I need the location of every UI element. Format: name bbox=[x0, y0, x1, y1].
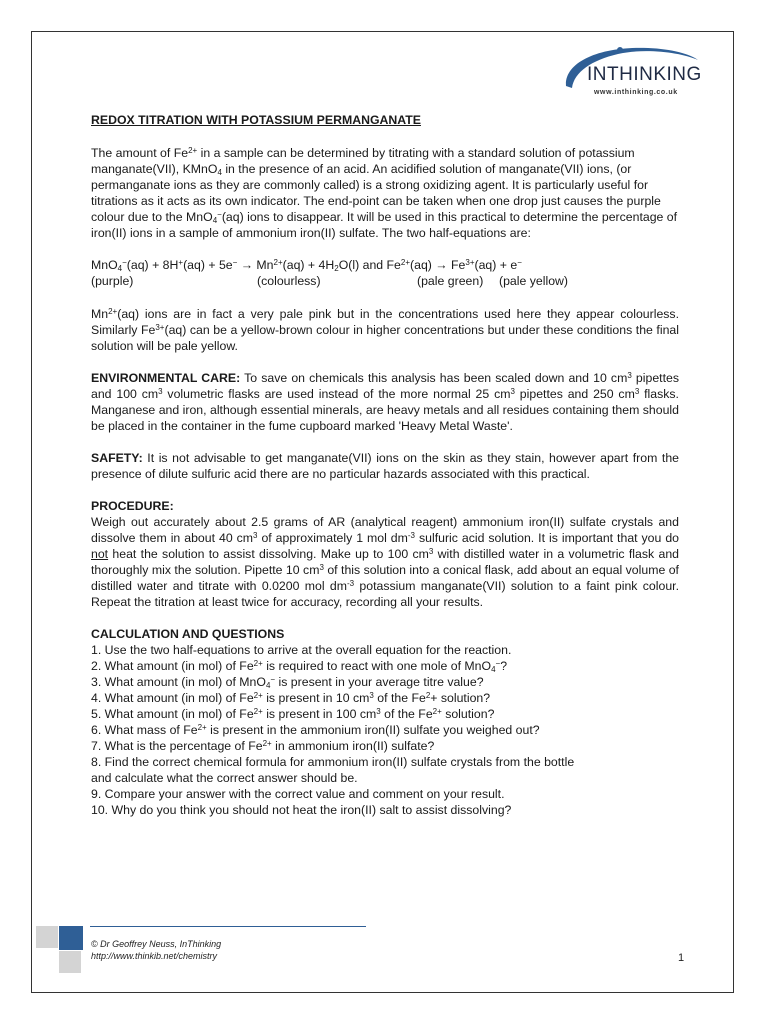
questions-heading: CALCULATION AND QUESTIONS bbox=[91, 627, 285, 641]
question-item: 2. What amount (in mol) of $Fe^{2+}$ is required to react with one mole of MnO$_4$−? bbox=[91, 659, 508, 674]
environmental-care-paragraph: ENVIRONMENTAL CARE: To save on chemicals this analysis has been scaled down and 10 $cm^3$ pipettes and 100 $cm^3$ volumetric flasks are used instead of the more normal 25 $cm^3$ pipettes and 250 $cm^3$ flasks. Manganese and iron, although essential minerals, are heavy metals and all residues containing them should be placed in the container in the fume cupboard marked 'Heavy Metal Waste'. bbox=[91, 371, 679, 433]
logo-wordmark: INTHINKING bbox=[587, 64, 702, 85]
worksheet-body bbox=[91, 112, 679, 818]
question-item: 4. What amount (in mol) of $Fe^{2+}$ is present in 10 $cm^3$ of the $Fe^2+$ solution? bbox=[91, 691, 491, 705]
question-item: 3. What amount (in mol) of MnO$_4$− is present in your average titre value? bbox=[91, 675, 484, 690]
safety-paragraph: SAFETY: It is not advisable to get manganate(VII) ions on the skin as they stain, however apart from the presence of dilute sulfuric acid there are no particular hazards associated with this practical. bbox=[91, 451, 679, 481]
worksheet-title: REDOX TITRATION WITH POTASSIUM PERMANGANATE bbox=[91, 113, 421, 127]
page-number: 1 bbox=[678, 952, 685, 964]
procedure-section bbox=[91, 498, 679, 610]
procedure-text: Weigh out accurately about 2.5 grams of AR (analytical reagent) ammonium iron(II) sulfate crystals and dissolve them in about 40 $cm^3$ of approximately 1 mol $dm^{-3}$ sulfuric acid solution. It is important that you do not heat the solution to assist dissolving. Make up to 100 $cm^3$ with distilled water in a volumetric flask and thoroughly mix the solution. Pipette 10 $cm^3$ of this solution into a conical flask, add about an equal volume of distilled water and titrate with 0.0200 mol $dm^{-3}$ potassium manganate(VII) solution to a faint pink colour. Repeat the titration at least twice for accuracy, recording all your results. bbox=[91, 515, 680, 609]
question-item: 5. What amount (in mol) of $Fe^{2+}$ is present in 100 $cm^3$ of the $Fe^{2+}$ solution? bbox=[91, 707, 495, 721]
question-item: 8. Find the correct chemical formula for ammonium iron(II) sulfate crystals from the bottle and calculate what the correct answer should be. bbox=[91, 755, 575, 785]
footer-credits bbox=[91, 938, 221, 962]
intro-paragraph: The amount of $Fe^{2+}$ in a sample can be determined by titrating with a standard solution of potassium manganate(VII), KMnO$_4$ in the presence of an acid. An acidified solution of manganate(VII) ions, (or permanganate ions as they are commonly called) is a strong oxidizing agent. It is particularly useful for titrations as it acts as its own indicator. The end-point can be taken when one drop just causes the purple colour due to the MnO$_4$−(aq) ions to disappear. It will be used in this practical to determine the percentage of iron(II) ions in a sample of ammonium iron(II) sulfate. The two half-equations are: bbox=[91, 146, 678, 240]
safety-heading: SAFETY: bbox=[91, 451, 143, 465]
questions-section bbox=[91, 626, 679, 818]
half-equations bbox=[91, 257, 679, 289]
footer-url: http://www.thinkib.net/chemistry bbox=[91, 951, 218, 961]
footer-rule bbox=[90, 926, 366, 927]
procedure-heading: PROCEDURE: bbox=[91, 499, 174, 513]
label-pale-green: (pale green) bbox=[417, 274, 484, 288]
colour-note-paragraph: $Mn^{2+}(aq)$ ions are in fact a very pale pink but in the concentrations used here they appear colourless. Similarly $Fe^{3+}(aq)$ can be a yellow-brown colour in higher concentrations but under these conditions the final solution will be pale yellow. bbox=[91, 307, 679, 353]
footer-author: © Dr Geoffrey Neuss, InThinking bbox=[91, 939, 222, 949]
label-pale-yellow: (pale yellow) bbox=[499, 274, 569, 288]
label-colourless: (colourless) bbox=[257, 274, 321, 288]
question-item: 1. Use the two half-equations to arrive at the overall equation for the reaction. bbox=[91, 643, 512, 657]
inthinking-logo bbox=[560, 40, 700, 100]
footer-square-grey bbox=[59, 951, 81, 973]
logo-url: www.inthinking.co.uk bbox=[594, 89, 678, 96]
question-item: 6. What mass of $Fe^{2+}$ is present in the ammonium iron(II) sulfate you weighed out? bbox=[91, 723, 540, 737]
question-item: 9. Compare your answer with the correct value and comment on your result. bbox=[91, 787, 505, 801]
footer-square-grey bbox=[36, 926, 58, 948]
question-item: 10. Why do you think you should not heat the iron(II) salt to assist dissolving? bbox=[91, 803, 512, 817]
equation-line: $MnO_4^-(aq) + 8H^+(aq) + 5e^- \to Mn^{2+}(aq) + 4H_2O(l)$ and $Fe^{2+}(aq) \to Fe^{3+}(aq) + e^-$ bbox=[91, 258, 522, 273]
label-purple: (purple) bbox=[91, 274, 134, 288]
question-item: 7. What is the percentage of $Fe^{2+}$ in ammonium iron(II) sulfate? bbox=[91, 739, 435, 753]
environmental-care-heading: ENVIRONMENTAL CARE: bbox=[91, 371, 241, 385]
footer-square-blue bbox=[59, 926, 83, 950]
equation-colour-labels bbox=[91, 273, 679, 289]
